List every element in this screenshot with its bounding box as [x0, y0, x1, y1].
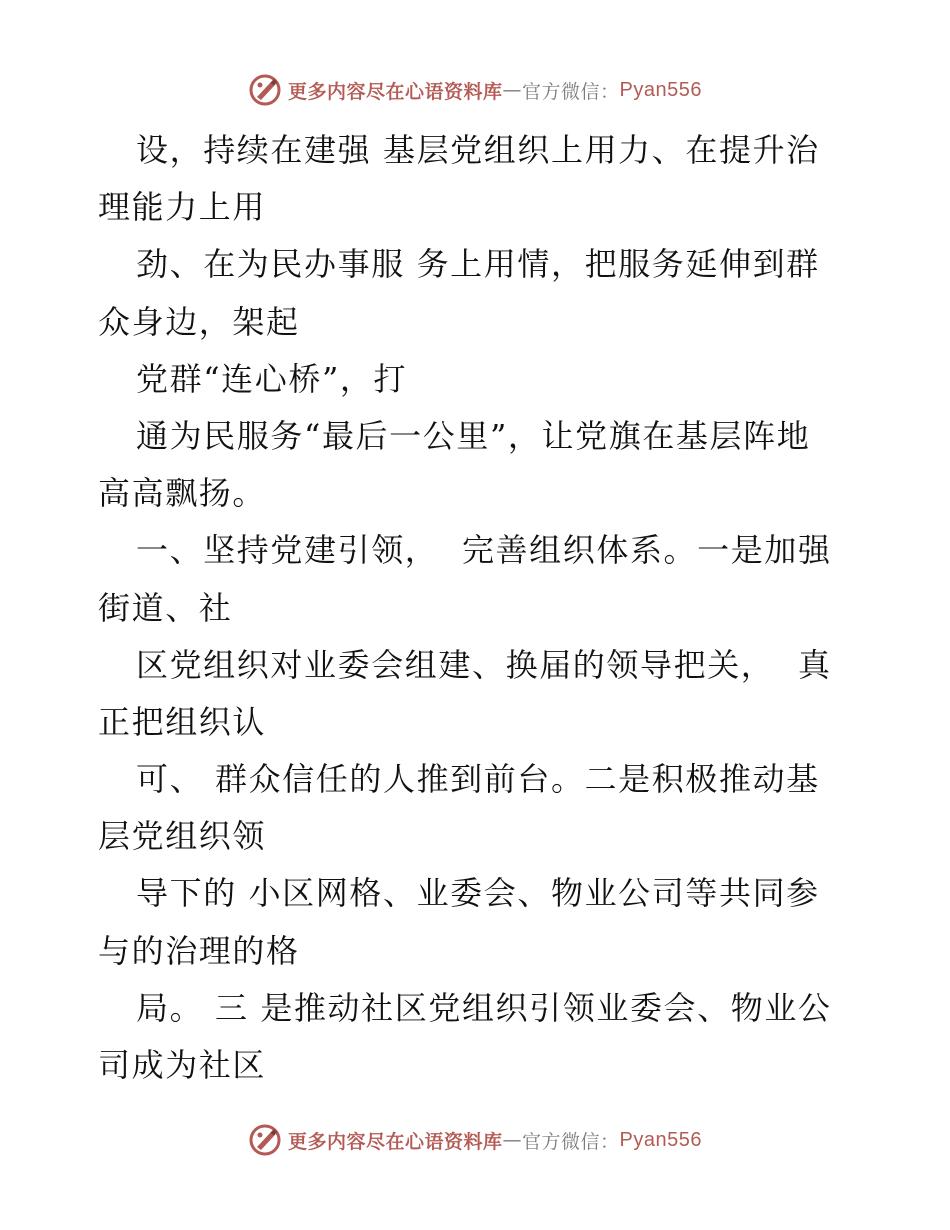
footer-wechat-id: Pyan556 [619, 1128, 702, 1151]
body-line: 局。 三 是推动社区党组织引领业委会、物业公 [136, 988, 832, 1027]
header-wechat-id: Pyan556 [619, 78, 702, 101]
footer-banner [0, 1120, 950, 1160]
body-line: 司成为社区 [98, 1046, 267, 1084]
body-line: 正把组织认 [98, 702, 267, 741]
body-line: 高高飘扬。 [98, 474, 267, 513]
body-line: 区党组织对业委会组建、换届的领导把关， 真 [136, 645, 832, 684]
body-line: 众身边，架起 [98, 302, 300, 341]
header-wechat-label: 官方微信： [522, 80, 620, 103]
header-dash: — [502, 79, 523, 101]
body-line: 街道、社 [98, 588, 233, 627]
body-line: 可、 群众信任的人推到前台。二是积极推动基 [136, 760, 820, 799]
footer-dash: — [502, 1129, 523, 1151]
document-body [98, 122, 858, 1094]
body-line: 与的治理的格 [98, 931, 300, 970]
brand-logo-icon [248, 1123, 282, 1157]
brand-logo-icon [248, 73, 282, 107]
body-line: 设，持续在建强 基层党组织上用力、在提升治 [136, 131, 820, 169]
body-line: 通为民服务“最后一公里”，让党旗在基层阵地 [136, 416, 811, 455]
body-line: 导下的 小区网格、业委会、物业公司等共同参 [136, 874, 820, 913]
header-site-text: 更多内容尽在心语资料库 [288, 80, 503, 103]
header-banner [0, 70, 950, 110]
body-line: 一、坚持党建引领， 完善组织体系。一是加强 [136, 531, 832, 570]
body-line: 层党组织领 [98, 817, 267, 856]
body-line: 理能力上用 [98, 188, 267, 227]
body-line: 劲、在为民办事服 务上用情，把服务延伸到群 [136, 245, 820, 284]
footer-wechat-label: 官方微信： [522, 1130, 620, 1153]
footer-site-text: 更多内容尽在心语资料库 [288, 1130, 503, 1153]
body-line: 党群“连心桥”，打 [136, 359, 408, 398]
